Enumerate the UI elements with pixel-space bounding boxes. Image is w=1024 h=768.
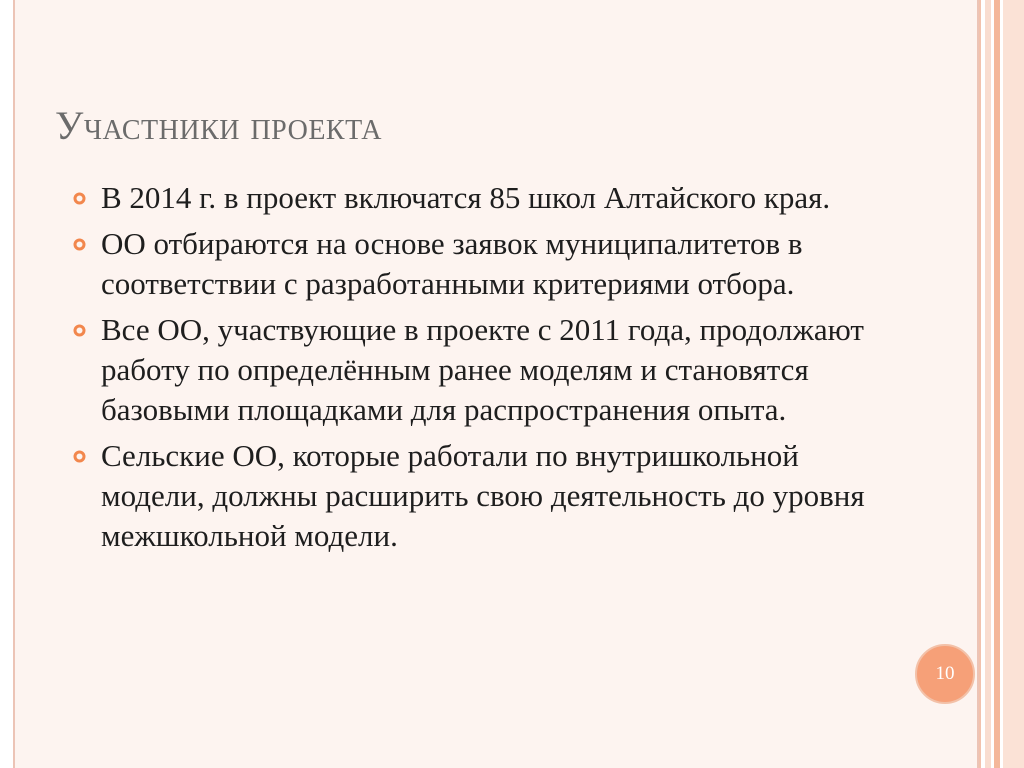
- slide-title: Участники проекта: [55, 103, 383, 148]
- page-number-badge: [915, 644, 975, 704]
- bullet-item: [73, 178, 873, 218]
- bullet-item: [73, 310, 873, 430]
- bullet-item: [73, 436, 873, 556]
- bullet-text: В 2014 г. в проект включатся 85 школ Алтайского края.: [101, 180, 831, 215]
- orange-ring-icon: [73, 192, 86, 205]
- orange-ring-icon: [73, 238, 86, 251]
- bullet-list: [73, 178, 873, 562]
- bullet-text: Сельские ОО, которые работали по внутришкольной модели, должны расширить свою деятельность до уровня межшкольной модели.: [101, 438, 865, 553]
- page-number: 10: [935, 663, 955, 684]
- bullet-text: ОО отбираются на основе заявок муниципалитетов в соответствии с разработанными критериями отбора.: [101, 226, 803, 301]
- orange-ring-icon: [73, 450, 86, 463]
- bullet-text: Все ОО, участвующие в проекте с 2011 года, продолжают работу по определённым ранее моделям и становятся базовыми площадками для распространения опыта.: [101, 312, 864, 427]
- bullet-item: [73, 224, 873, 304]
- orange-ring-icon: [73, 324, 86, 337]
- right-stripe-decoration: [979, 0, 1024, 768]
